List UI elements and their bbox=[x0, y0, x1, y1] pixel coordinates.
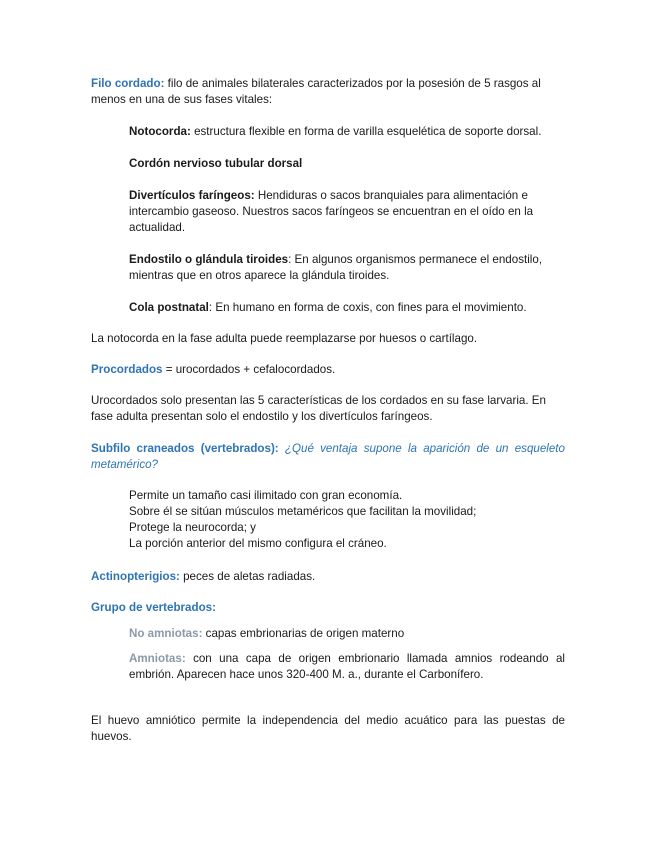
trait-term: Notocorda: bbox=[129, 125, 191, 138]
filo-cordado-paragraph bbox=[91, 76, 565, 108]
trait-text: : En algunos organismos permanece el endostilo, mientras que en otros aparece la glándula tiroides. bbox=[129, 253, 543, 282]
list-item: Protege la neurocorda; y bbox=[129, 521, 256, 534]
grupo-heading-text: Grupo de vertebrados: bbox=[91, 601, 216, 614]
list-item: Sobre él se sitúan músculos metaméricos que facilitan la movilidad; bbox=[129, 505, 477, 518]
filo-cordado-term: Filo cordado: bbox=[91, 77, 165, 90]
amniotas-item bbox=[129, 651, 565, 683]
no-amniotas-item bbox=[129, 626, 565, 642]
trait-text: Hendiduras o sacos branquiales para alimentación e intercambio gaseoso. Nuestros sacos faríngeos se encuentran en el oído en la actualidad. bbox=[129, 189, 534, 234]
huevo-amniotico-paragraph: El huevo amniótico permite la independencia del medio acuático para las puestas de huevos. bbox=[91, 714, 565, 743]
procordados-paragraph bbox=[91, 362, 565, 378]
trait-term: Divertículos faríngeos: bbox=[129, 189, 255, 202]
list-item: Permite un tamaño casi ilimitado con gran economía. bbox=[129, 489, 403, 502]
trait-cola-postnatal bbox=[129, 300, 565, 316]
urocordados-paragraph: Urocordados solo presentan las 5 características de los cordados en su fase larvaria. En fase adulta presentan solo el endostilo y los divertículos faríngeos. bbox=[91, 394, 546, 423]
notocorda-note: La notocorda en la fase adulta puede reemplazarse por huesos o cartílago. bbox=[91, 332, 478, 345]
trait-cordon-nervioso bbox=[129, 156, 565, 172]
craneados-question: ¿Qué ventaja supone la aparición de un esqueleto metamérico? bbox=[91, 442, 565, 471]
no-amniotas-term: No amniotas: bbox=[129, 627, 203, 640]
actinopterigios-text: peces de aletas radiadas. bbox=[179, 570, 316, 583]
actinopterigios-term: Actinopterigios: bbox=[91, 570, 180, 583]
actinopterigios-paragraph bbox=[91, 569, 565, 585]
amniotas-term: Amniotas: bbox=[129, 652, 186, 665]
trait-text: estructura flexible en forma de varilla esquelética de soporte dorsal. bbox=[190, 125, 542, 138]
craneados-paragraph bbox=[91, 441, 565, 473]
list-item: La porción anterior del mismo configura el cráneo. bbox=[129, 537, 387, 550]
trait-notocorda bbox=[129, 124, 565, 140]
no-amniotas-text: capas embrionarias de origen materno bbox=[202, 627, 405, 640]
ventajas-list bbox=[129, 488, 565, 552]
procordados-text: = urocordados + cefalocordados. bbox=[162, 363, 336, 376]
procordados-term: Procordados bbox=[91, 363, 163, 376]
trait-term: Cordón nervioso tubular dorsal bbox=[129, 157, 303, 170]
grupo-vertebrados-heading bbox=[91, 600, 565, 616]
filo-cordado-text: filo de animales bilaterales caracterizados por la posesión de 5 rasgos al menos en una de sus fases vitales: bbox=[91, 77, 541, 106]
trait-text: : En humano en forma de coxis, con fines para el movimiento. bbox=[208, 301, 527, 314]
trait-term: Endostilo o glándula tiroides bbox=[129, 253, 289, 266]
trait-term: Cola postnatal bbox=[129, 301, 209, 314]
craneados-term: Subfilo craneados (vertebrados): bbox=[91, 442, 279, 455]
amniotas-text: con una capa de origen embrionario llamada amnios rodeando al embrión. Aparecen hace unos 320-400 M. a., durante el Carbonífero. bbox=[129, 652, 565, 681]
trait-diverticulos bbox=[129, 188, 565, 236]
trait-endostilo bbox=[129, 252, 565, 284]
